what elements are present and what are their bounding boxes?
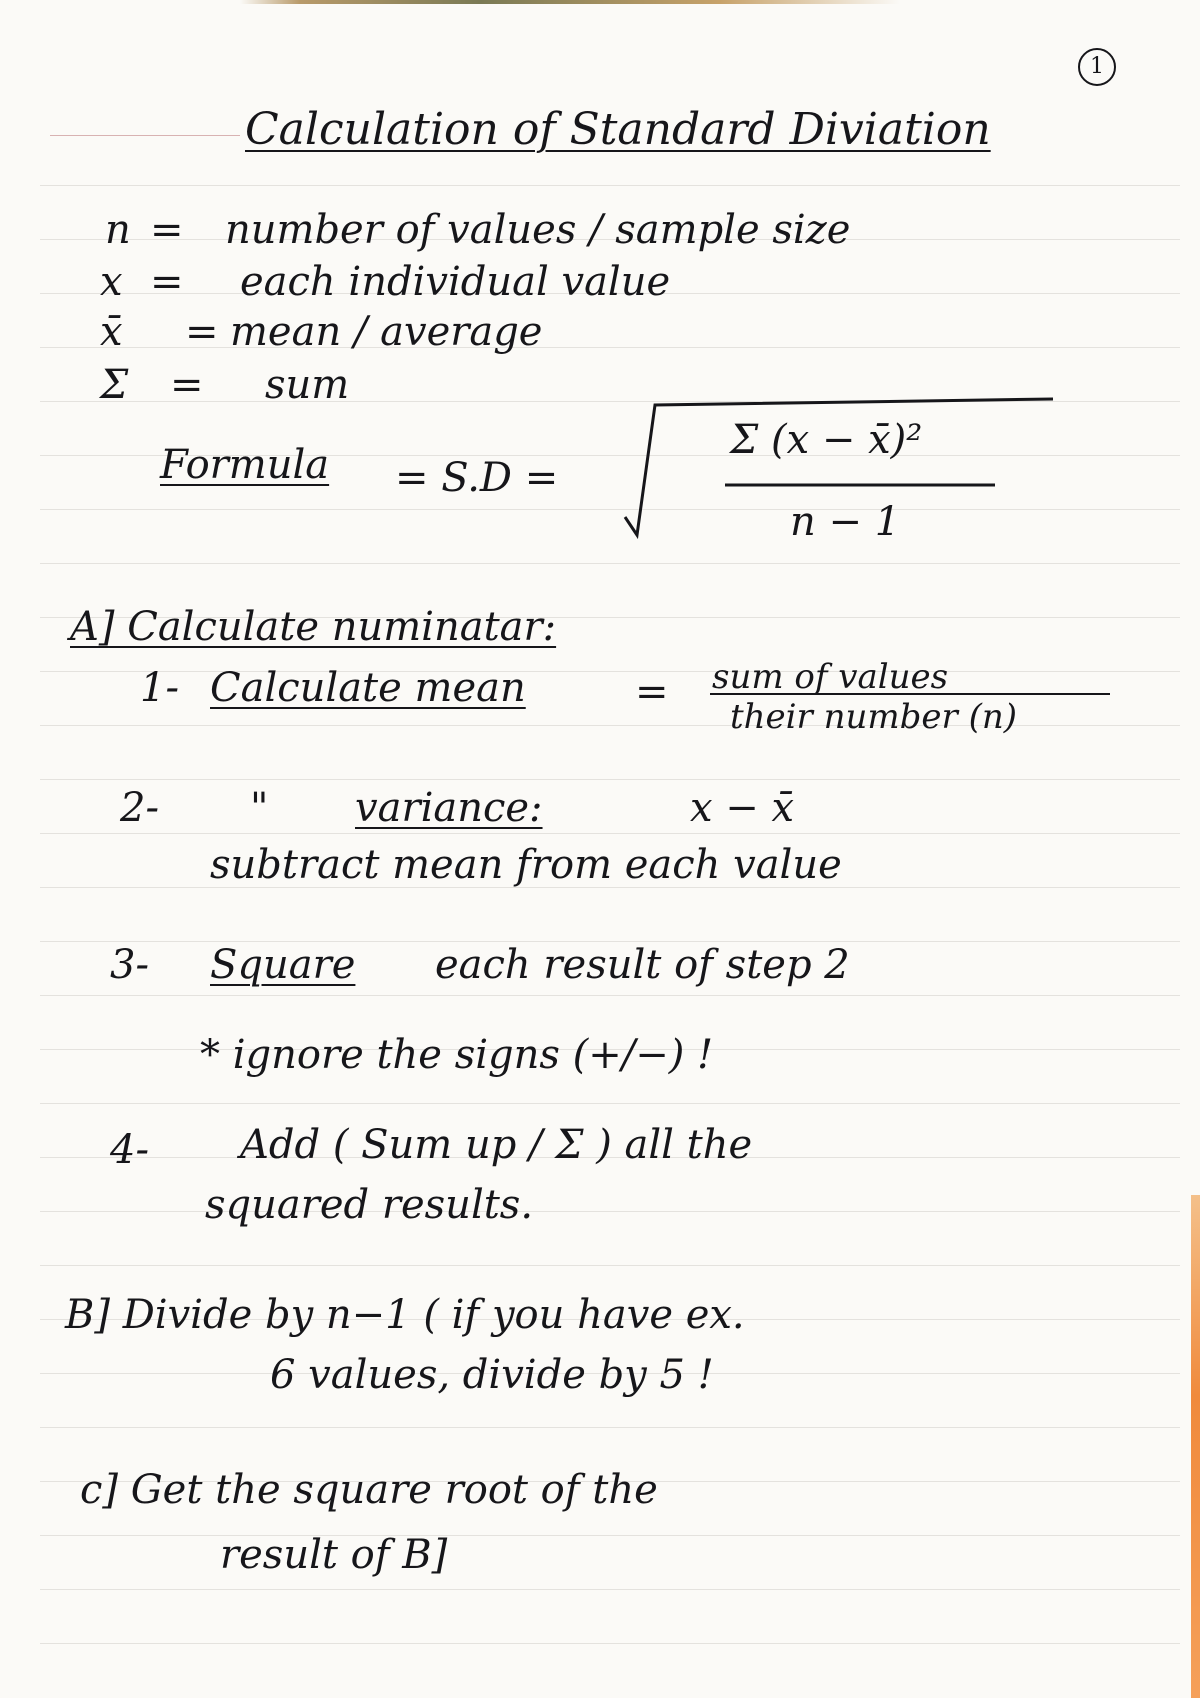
definition-equals: = <box>170 362 204 408</box>
step-equals: = <box>635 669 669 715</box>
ruled-line <box>40 1103 1180 1104</box>
formula-denominator: n − 1 <box>790 499 901 545</box>
step-text: each result of step 2 <box>435 942 850 988</box>
step-text-continued: squared results. <box>205 1182 534 1228</box>
definition-symbol: Σ <box>100 362 129 408</box>
fraction-top: sum of values <box>712 657 949 697</box>
fraction-bar <box>710 692 1110 696</box>
definition-symbol: n <box>105 207 131 253</box>
page-title: Calculation of Standard Diviation <box>245 104 991 155</box>
ruled-line <box>40 1535 1180 1536</box>
definition-symbol: x̄ <box>100 309 123 355</box>
fraction-bar <box>725 483 995 487</box>
step-label: variance: <box>355 785 543 831</box>
ruled-line <box>40 563 1180 564</box>
step-number: 2- <box>120 785 159 831</box>
step-note: subtract mean from each value <box>210 842 842 888</box>
section-b-line-1: B] Divide by n−1 ( if you have ex. <box>65 1292 745 1338</box>
formula-numerator: Σ (x − x̄)² <box>730 417 923 463</box>
definition-text: each individual value <box>240 259 671 305</box>
section-b-line-2: 6 values, divide by 5 ! <box>270 1352 714 1398</box>
step-label: Calculate mean <box>210 665 526 711</box>
step-note: * ignore the signs (+/−) ! <box>200 1032 714 1078</box>
definition-symbol: x <box>100 259 123 305</box>
section-a-heading: A] Calculate numinatar: <box>70 604 557 650</box>
formula-equals: = S.D = <box>395 455 559 501</box>
definition-text: number of values / sample size <box>225 207 851 253</box>
step-expression: x − x̄ <box>690 785 795 831</box>
definition-equals: = <box>150 207 184 253</box>
section-c-line-1: c] Get the square root of the <box>80 1467 658 1513</box>
definition-equals: = <box>150 259 184 305</box>
definition-text: sum <box>265 362 350 408</box>
definition-equals: = <box>185 309 219 355</box>
step-number: 3- <box>110 942 149 988</box>
ruled-line <box>40 1427 1180 1428</box>
ruled-line <box>40 833 1180 834</box>
step-text: Add ( Sum up / Σ ) all the <box>240 1122 753 1168</box>
ruled-line <box>40 1643 1180 1644</box>
orange-side-tab <box>1191 1195 1200 1698</box>
definition-text: mean / average <box>230 309 543 355</box>
ruled-line <box>40 995 1180 996</box>
section-c-line-2: result of B] <box>220 1532 448 1578</box>
page-number: 1 <box>1078 48 1116 86</box>
step-number: 4- <box>110 1127 149 1173</box>
step-label: Square <box>210 942 356 988</box>
ditto-mark: " <box>250 785 269 831</box>
ruled-line <box>40 185 1180 186</box>
top-strip <box>0 0 1200 4</box>
ruled-line <box>40 779 1180 780</box>
margin-mark <box>50 135 240 136</box>
formula-label: Formula <box>160 442 330 488</box>
ruled-line <box>40 1265 1180 1266</box>
ruled-line <box>40 1589 1180 1590</box>
step-number: 1- <box>140 665 179 711</box>
fraction-bottom: their number (n) <box>730 697 1018 737</box>
